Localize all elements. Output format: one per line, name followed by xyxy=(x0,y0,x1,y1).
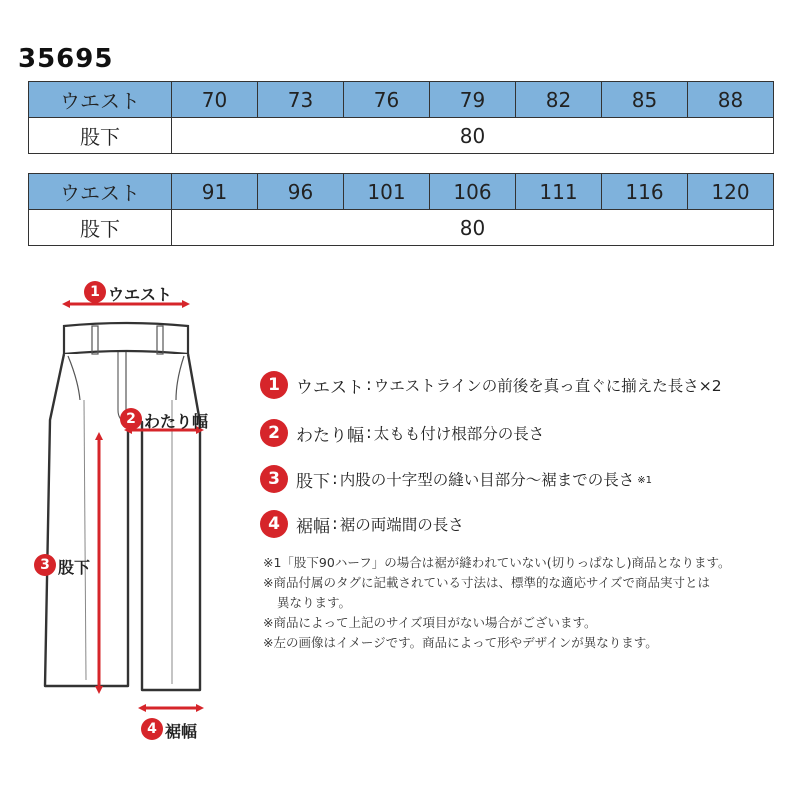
legend-badge-3: 3 xyxy=(260,465,288,493)
legend-badge-1: 1 xyxy=(260,371,288,399)
inseam-row xyxy=(29,118,774,154)
waist-size-cell: 91 xyxy=(172,174,258,210)
legend-desc: 太もも付け根部分の長さ xyxy=(373,425,545,443)
note-line: ※1「股下90ハーフ」の場合は裾が縫われていない(切りっぱなし)商品となります。 xyxy=(263,555,731,570)
pants-outline-shape xyxy=(45,354,200,690)
diagram-badge-2: 2 xyxy=(120,408,142,430)
waist-size-cell: 73 xyxy=(258,82,344,118)
waist-row xyxy=(29,174,774,210)
size-table-2 xyxy=(28,173,774,246)
diagram-label-waist: ウエスト xyxy=(108,285,173,304)
waist-size-cell: 85 xyxy=(602,82,688,118)
note-line: ※商品によって上記のサイズ項目がない場合がございます。 xyxy=(263,615,597,630)
legend-term: わたり幅 xyxy=(296,425,364,446)
diagram-label-hem: 裾幅 xyxy=(165,722,198,741)
legend-badge-2: 2 xyxy=(260,419,288,447)
waist-size-cell: 79 xyxy=(430,82,516,118)
waist-size-cell: 70 xyxy=(172,82,258,118)
legend-badge-4: 4 xyxy=(260,510,288,538)
legend-desc: ウエストラインの前後を真っ直ぐに揃えた長さ×2 xyxy=(373,377,722,395)
legend-desc: 内股の十字型の縫い目部分〜裾までの長さ xyxy=(339,471,635,489)
waist-size-cell: 106 xyxy=(430,174,516,210)
diagram-label-inseam: 股下 xyxy=(58,558,91,577)
notes xyxy=(263,553,783,653)
waist-size-cell: 82 xyxy=(516,82,602,118)
waist-size-cell: 76 xyxy=(344,82,430,118)
inseam-label: 股下 xyxy=(29,210,172,246)
legend-colon: : xyxy=(366,423,372,443)
legend-item-inseam xyxy=(260,464,652,494)
inseam-label: 股下 xyxy=(29,118,172,154)
note-line: ※左の画像はイメージです。商品によって形やデザインが異なります。 xyxy=(263,635,658,650)
legend-term: ウエスト xyxy=(296,377,364,398)
inseam-value: 80 xyxy=(172,118,774,154)
waist-size-cell: 116 xyxy=(602,174,688,210)
diagram-badge-3: 3 xyxy=(34,554,56,576)
inseam-value: 80 xyxy=(172,210,774,246)
waist-row xyxy=(29,82,774,118)
size-table-1 xyxy=(28,81,774,154)
waist-size-cell: 88 xyxy=(688,82,774,118)
legend-item-hem xyxy=(260,509,464,539)
waist-size-cell: 101 xyxy=(344,174,430,210)
note-line: ※商品付属のタグに記載されている寸法は、標準的な適応サイズで商品実寸とは xyxy=(263,575,710,590)
legend-colon: : xyxy=(366,375,372,395)
note-line: 異なります。 xyxy=(277,595,352,610)
diagram-badge-1: 1 xyxy=(84,281,106,303)
waist-size-cell: 111 xyxy=(516,174,602,210)
inseam-row xyxy=(29,210,774,246)
waist-size-cell: 120 xyxy=(688,174,774,210)
legend-colon: : xyxy=(332,514,338,534)
pants-illustration xyxy=(0,270,260,750)
waist-size-cell: 96 xyxy=(258,174,344,210)
waist-label: ウエスト xyxy=(29,82,172,118)
legend-footnote-ref: ※1 xyxy=(637,475,652,486)
legend-colon: : xyxy=(332,469,338,489)
legend-term: 股下 xyxy=(296,471,330,492)
legend-item-thigh xyxy=(260,418,544,448)
legend-item-waist xyxy=(260,370,722,400)
diagram-badge-4: 4 xyxy=(141,718,163,740)
pants-diagram xyxy=(0,270,260,750)
product-code: 35695 xyxy=(18,44,114,74)
waistband-shape xyxy=(64,323,188,354)
diagram-label-thigh: わたり幅 xyxy=(144,412,209,431)
legend-term: 裾幅 xyxy=(296,516,330,537)
waist-label: ウエスト xyxy=(29,174,172,210)
legend-desc: 裾の両端間の長さ xyxy=(339,516,464,534)
